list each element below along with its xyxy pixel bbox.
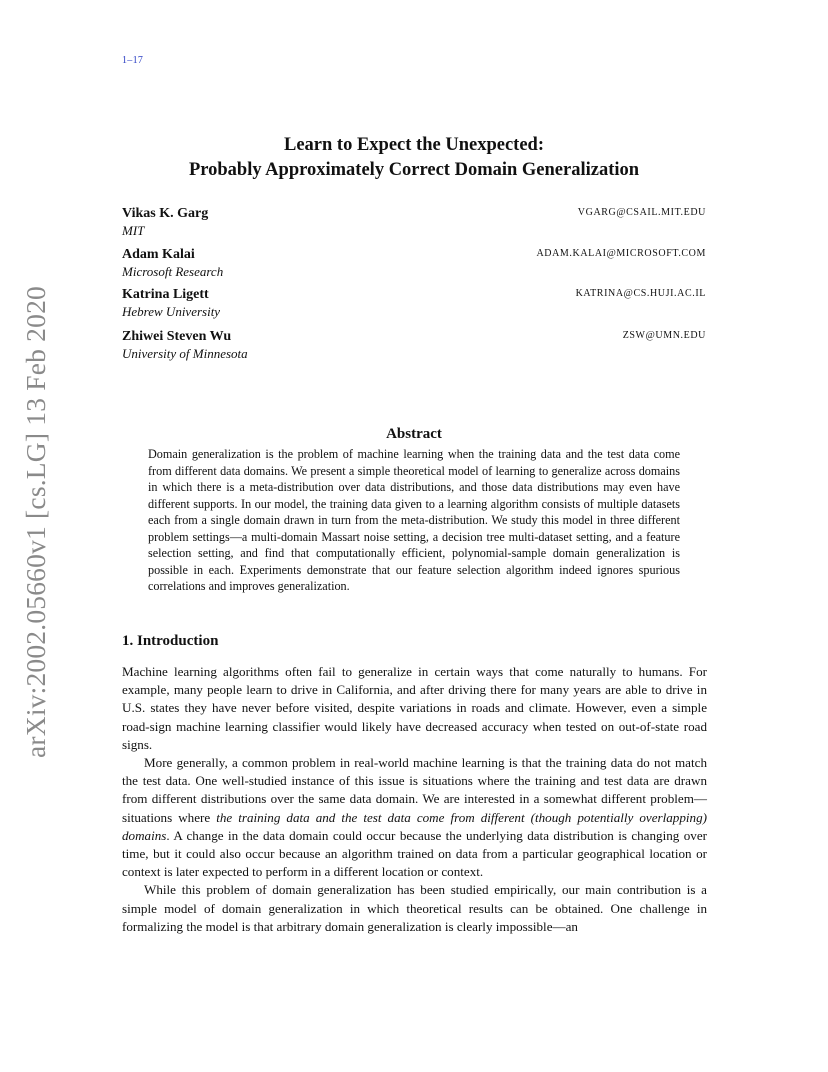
abstract-heading: Abstract bbox=[386, 426, 442, 442]
author-affiliation: Hebrew University bbox=[122, 304, 221, 319]
author-block bbox=[122, 286, 706, 320]
title-line-1: Learn to Expect the Unexpected: bbox=[284, 135, 544, 155]
page-range: 1–17 bbox=[122, 55, 144, 66]
section-heading-introduction: 1. Introduction bbox=[122, 633, 219, 649]
intro-paragraph-2-text-b: . A change in the data domain could occur because the underlying data distribution is changing over time, but it could also occur because an algorithm trained on data from a particular geographical location or context is later expected to perform in a different location or context. bbox=[122, 827, 707, 880]
author-block bbox=[122, 246, 706, 280]
intro-paragraph-3: While this problem of domain generalization has been studied empirically, our main contribution is a simple model of domain generalization in which theoretical results can be obtained. One challenge in formalizing the model is that arbitrary domain generalization is clearly impossible—an bbox=[122, 882, 707, 934]
intro-paragraph-2-emphasis: the training data and the test data come from different (though potentially overlapping) domains bbox=[122, 809, 707, 843]
author-email: ADAM.KALAI@MICROSOFT.COM bbox=[536, 248, 706, 259]
arxiv-identifier: arXiv:2002.05660v1 [cs.LG] 13 Feb 2020 bbox=[20, 286, 51, 758]
author-name: Adam Kalai bbox=[122, 247, 195, 262]
abstract-text: Domain generalization is the problem of machine learning when the training data and the test data come from different data domains. We present a simple theoretical model of learning to generalize across domains in which there is a meta-distribution over data distributions, and those data distributions may even have different supports. In our model, the training data given to a learning algorithm consists of multiple datasets each from a single domain drawn in turn from the meta-distribution. We study this model in three different problem settings—a multi-domain Massart noise setting, a decision tree multi-dataset setting, and a feature selection setting, and find that computationally efficient, polynomial-sample domain generalization is possible in each. Experiments demonstrate that our feature selection algorithm indeed ignores spurious correlations and improves generalization. bbox=[148, 447, 680, 593]
author-affiliation: MIT bbox=[122, 223, 145, 238]
title-line-2: Probably Approximately Correct Domain Generalization bbox=[188, 160, 640, 180]
author-block bbox=[122, 328, 706, 362]
author-name: Vikas K. Garg bbox=[122, 206, 209, 221]
introduction-body bbox=[122, 663, 707, 936]
intro-paragraph-2 bbox=[122, 754, 707, 881]
author-name: Zhiwei Steven Wu bbox=[122, 329, 232, 344]
author-email: ZSW@UMN.EDU bbox=[622, 330, 706, 341]
author-affiliation: Microsoft Research bbox=[122, 264, 224, 279]
author-affiliation: University of Minnesota bbox=[122, 346, 248, 361]
author-block bbox=[122, 205, 706, 239]
author-name: Katrina Ligett bbox=[122, 287, 209, 302]
intro-paragraph-1: Machine learning algorithms often fail to generalize in certain ways that come naturally to humans. For example, many people learn to drive in California, and after driving there for many years are able to drive in U.S. states they have never before visited, despite variations in roads and climate. However, even a simple road-sign machine learning classifier would likely have decreased accuracy when tested on out-of-state road signs. bbox=[122, 664, 707, 752]
author-email: KATRINA@CS.HUJI.AC.IL bbox=[575, 288, 706, 299]
intro-paragraph-2-text-a: More generally, a common problem in real-world machine learning is that the training data do not match the test data. One well-studied instance of this issue is situations where the training and test data are drawn from different distributions over the same data domain. We are interested in a somewhat different problem—situations where bbox=[122, 755, 707, 825]
paper-title bbox=[0, 133, 828, 183]
author-email: VGARG@CSAIL.MIT.EDU bbox=[577, 207, 706, 218]
